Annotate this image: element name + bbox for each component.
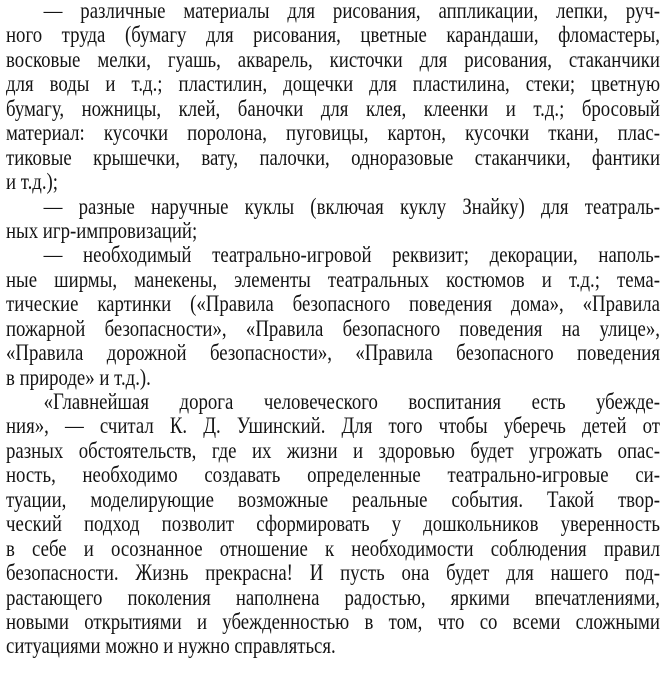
text-line: в себе и осознанное отношение к необходимости соблюдения правил xyxy=(6,535,660,561)
text-line: и т.д.); xyxy=(6,169,59,195)
text-line: новыми открытиями и убежденностью в том, что со всеми сложными xyxy=(6,608,660,634)
text-line: — разные наручные куклы (включая куклу Знайку) для театраль- xyxy=(43,193,661,219)
text-line: растающего поколения наполнена радостью, яркими впечатлениями, xyxy=(6,584,660,610)
text-line: туации, моделирующие возможные реальные события. Такой твор- xyxy=(6,486,660,512)
text-line: тические картинки («Правила безопасного поведения дома», «Правила xyxy=(6,291,660,317)
text-line: ния», — считал К. Д. Ушинский. Для того чтобы уберечь детей от xyxy=(6,413,660,439)
text-line: пожарной безопасности», «Правила безопасного поведения на улице», xyxy=(6,315,660,341)
text-line: «Главнейшая дорога человеческого воспитания есть убежде- xyxy=(43,389,661,414)
text-line: ческий подход позволит сформировать у дошкольников уверенность xyxy=(6,511,660,537)
paragraph xyxy=(6,390,660,659)
text-line: ные ширмы, манекены, элементы театральных костюмов и т.д.; тема- xyxy=(6,266,660,292)
text-line: ситуациями можно и нужно справляться. xyxy=(6,633,336,659)
text-line: ность, необходимо создавать определенные театрально-игровые си- xyxy=(6,462,660,488)
text-line: «Правила дорожной безопасности», «Правила безопасного поведения xyxy=(6,340,660,366)
paragraph xyxy=(6,195,660,244)
text-line: бумагу, ножницы, клей, баночки для клея, клеенки и т.д.; бросовый xyxy=(6,95,660,121)
paragraph xyxy=(6,243,660,390)
text-line: восковые мелки, гуашь, акварель, кисточки для рисования, стаканчики xyxy=(6,46,660,72)
text-line: материал: кусочки поролона, пуговицы, картон, кусочки ткани, плас- xyxy=(6,120,660,146)
text-line: ных игр-импровизаций; xyxy=(6,217,198,243)
document-page xyxy=(6,0,660,659)
paragraph xyxy=(6,0,660,195)
text-line: безопасности. Жизнь прекрасна! И пусть она будет для нашего под- xyxy=(6,560,660,586)
text-line: — необходимый театрально-игровой реквизит; декорации, наполь- xyxy=(43,242,661,268)
text-line: разных обстоятельств, где их жизни и здоровью будет угрожать опас- xyxy=(6,437,660,463)
text-line: тиковые крышечки, вату, палочки, одноразовые стаканчики, фантики xyxy=(6,144,660,170)
text-line: в природе» и т.д.). xyxy=(6,364,151,390)
text-line: для воды и т.д.; пластилин, дощечки для пластилина, стеки; цветную xyxy=(6,71,660,97)
text-line: ного труда (бумагу для рисования, цветные карандаши, фломастеры, xyxy=(6,22,660,48)
text-line: — различные материалы для рисования, аппликации, лепки, руч- xyxy=(43,0,661,23)
